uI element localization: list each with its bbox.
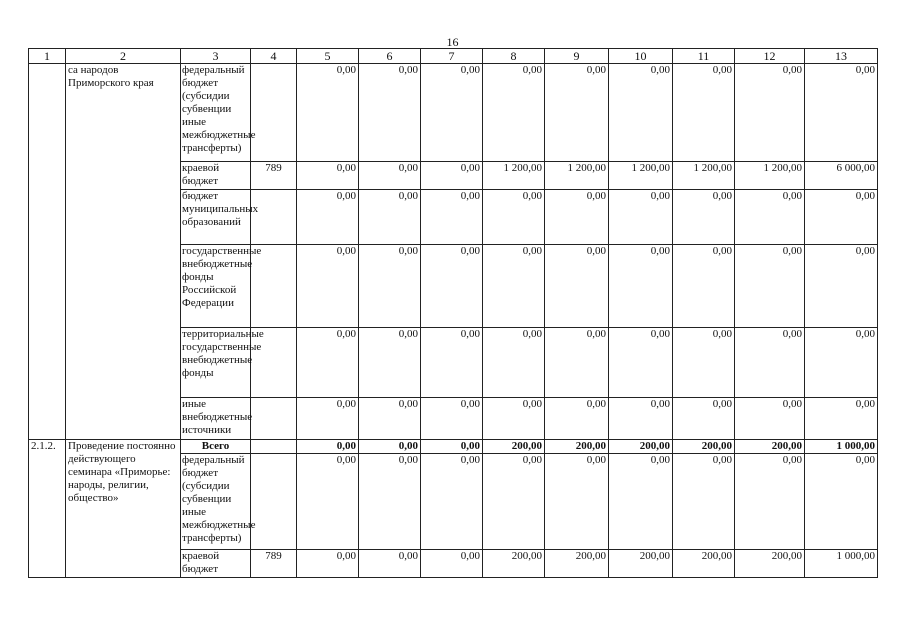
table-row bbox=[29, 440, 878, 454]
value-cell: 0,00 bbox=[805, 190, 878, 245]
value-cell: 200,00 bbox=[609, 550, 673, 578]
value-cell: 0,00 bbox=[673, 454, 735, 550]
event-name: са народов Приморского края bbox=[66, 64, 181, 440]
value-cell: 0,00 bbox=[297, 328, 359, 398]
value-cell: 1 200,00 bbox=[483, 162, 545, 190]
value-cell: 0,00 bbox=[297, 245, 359, 328]
value-cell: 0,00 bbox=[735, 190, 805, 245]
value-cell: 6 000,00 bbox=[805, 162, 878, 190]
code-cell: 789 bbox=[251, 550, 297, 578]
funding-source: краевой бюджет bbox=[181, 550, 251, 578]
value-cell: 0,00 bbox=[673, 245, 735, 328]
value-cell: 0,00 bbox=[735, 328, 805, 398]
funding-source: бюджет муниципальных образований bbox=[181, 190, 251, 245]
value-cell: 0,00 bbox=[421, 454, 483, 550]
value-cell: 0,00 bbox=[359, 162, 421, 190]
col-header: 8 bbox=[483, 49, 545, 64]
value-cell: 0,00 bbox=[297, 440, 359, 454]
value-cell: 0,00 bbox=[483, 454, 545, 550]
code-cell bbox=[251, 440, 297, 454]
value-cell: 0,00 bbox=[735, 64, 805, 162]
value-cell: 0,00 bbox=[545, 454, 609, 550]
col-header: 10 bbox=[609, 49, 673, 64]
value-cell: 0,00 bbox=[359, 328, 421, 398]
budget-table bbox=[28, 48, 878, 578]
value-cell: 0,00 bbox=[673, 398, 735, 440]
value-cell: 0,00 bbox=[805, 454, 878, 550]
value-cell: 0,00 bbox=[673, 328, 735, 398]
value-cell: 0,00 bbox=[359, 245, 421, 328]
value-cell: 0,00 bbox=[421, 190, 483, 245]
value-cell: 0,00 bbox=[545, 64, 609, 162]
value-cell: 0,00 bbox=[805, 245, 878, 328]
value-cell: 0,00 bbox=[735, 245, 805, 328]
value-cell: 0,00 bbox=[297, 64, 359, 162]
value-cell: 0,00 bbox=[297, 454, 359, 550]
col-header: 4 bbox=[251, 49, 297, 64]
funding-source: Всего bbox=[181, 440, 251, 454]
value-cell: 200,00 bbox=[545, 550, 609, 578]
value-cell: 0,00 bbox=[483, 190, 545, 245]
value-cell: 0,00 bbox=[609, 454, 673, 550]
col-header: 11 bbox=[673, 49, 735, 64]
event-name: Проведение постоянно действующего семинара «Приморье: народы, религии, общество» bbox=[66, 440, 181, 578]
value-cell: 0,00 bbox=[421, 162, 483, 190]
col-header: 5 bbox=[297, 49, 359, 64]
col-header: 13 bbox=[805, 49, 878, 64]
value-cell: 0,00 bbox=[805, 398, 878, 440]
funding-source: федеральный бюджет (субсидии субвенции иные межбюджетные трансферты) bbox=[181, 454, 251, 550]
value-cell: 0,00 bbox=[421, 64, 483, 162]
value-cell: 200,00 bbox=[483, 440, 545, 454]
value-cell: 200,00 bbox=[483, 550, 545, 578]
funding-source: краевой бюджет bbox=[181, 162, 251, 190]
value-cell: 0,00 bbox=[673, 190, 735, 245]
value-cell: 0,00 bbox=[421, 245, 483, 328]
value-cell: 0,00 bbox=[609, 245, 673, 328]
value-cell: 1 200,00 bbox=[545, 162, 609, 190]
value-cell: 200,00 bbox=[673, 440, 735, 454]
value-cell: 0,00 bbox=[735, 454, 805, 550]
value-cell: 1 200,00 bbox=[609, 162, 673, 190]
value-cell: 0,00 bbox=[545, 328, 609, 398]
value-cell: 0,00 bbox=[483, 64, 545, 162]
value-cell: 0,00 bbox=[421, 398, 483, 440]
value-cell: 200,00 bbox=[609, 440, 673, 454]
value-cell: 0,00 bbox=[421, 440, 483, 454]
col-header: 6 bbox=[359, 49, 421, 64]
value-cell: 200,00 bbox=[735, 440, 805, 454]
funding-source: территориальные государственные внебюджетные фонды bbox=[181, 328, 251, 398]
value-cell: 1 200,00 bbox=[673, 162, 735, 190]
value-cell: 1 000,00 bbox=[805, 550, 878, 578]
value-cell: 1 200,00 bbox=[735, 162, 805, 190]
value-cell: 0,00 bbox=[359, 190, 421, 245]
value-cell: 0,00 bbox=[545, 245, 609, 328]
code-cell bbox=[251, 190, 297, 245]
code-cell bbox=[251, 64, 297, 162]
funding-source: государственные внебюджетные фонды Российской Федерации bbox=[181, 245, 251, 328]
value-cell: 0,00 bbox=[545, 398, 609, 440]
value-cell: 0,00 bbox=[359, 454, 421, 550]
value-cell: 0,00 bbox=[483, 398, 545, 440]
code-cell bbox=[251, 454, 297, 550]
value-cell: 200,00 bbox=[545, 440, 609, 454]
header-row bbox=[29, 49, 878, 64]
value-cell: 0,00 bbox=[673, 64, 735, 162]
col-header: 12 bbox=[735, 49, 805, 64]
value-cell: 0,00 bbox=[805, 64, 878, 162]
value-cell: 0,00 bbox=[545, 190, 609, 245]
value-cell: 0,00 bbox=[297, 162, 359, 190]
value-cell: 0,00 bbox=[297, 550, 359, 578]
row-number: 2.1.2. bbox=[29, 440, 66, 578]
value-cell: 0,00 bbox=[359, 64, 421, 162]
value-cell: 0,00 bbox=[483, 245, 545, 328]
value-cell: 0,00 bbox=[421, 328, 483, 398]
value-cell: 0,00 bbox=[735, 398, 805, 440]
value-cell: 0,00 bbox=[609, 398, 673, 440]
value-cell: 200,00 bbox=[735, 550, 805, 578]
value-cell: 0,00 bbox=[483, 328, 545, 398]
col-header: 7 bbox=[421, 49, 483, 64]
value-cell: 0,00 bbox=[359, 440, 421, 454]
value-cell: 0,00 bbox=[359, 550, 421, 578]
value-cell: 0,00 bbox=[609, 328, 673, 398]
value-cell: 1 000,00 bbox=[805, 440, 878, 454]
value-cell: 0,00 bbox=[609, 190, 673, 245]
value-cell: 0,00 bbox=[359, 398, 421, 440]
value-cell: 200,00 bbox=[673, 550, 735, 578]
page-number: 16 bbox=[446, 35, 459, 49]
col-header: 1 bbox=[29, 49, 66, 64]
value-cell: 0,00 bbox=[421, 550, 483, 578]
row-number bbox=[29, 64, 66, 440]
col-header: 3 bbox=[181, 49, 251, 64]
col-header: 9 bbox=[545, 49, 609, 64]
funding-source: иные внебюджетные источники bbox=[181, 398, 251, 440]
code-cell: 789 bbox=[251, 162, 297, 190]
col-header: 2 bbox=[66, 49, 181, 64]
funding-source: федеральный бюджет (субсидии субвенции иные межбюджетные трансферты) bbox=[181, 64, 251, 162]
value-cell: 0,00 bbox=[609, 64, 673, 162]
value-cell: 0,00 bbox=[805, 328, 878, 398]
code-cell bbox=[251, 398, 297, 440]
value-cell: 0,00 bbox=[297, 190, 359, 245]
value-cell: 0,00 bbox=[297, 398, 359, 440]
table-row bbox=[29, 64, 878, 162]
